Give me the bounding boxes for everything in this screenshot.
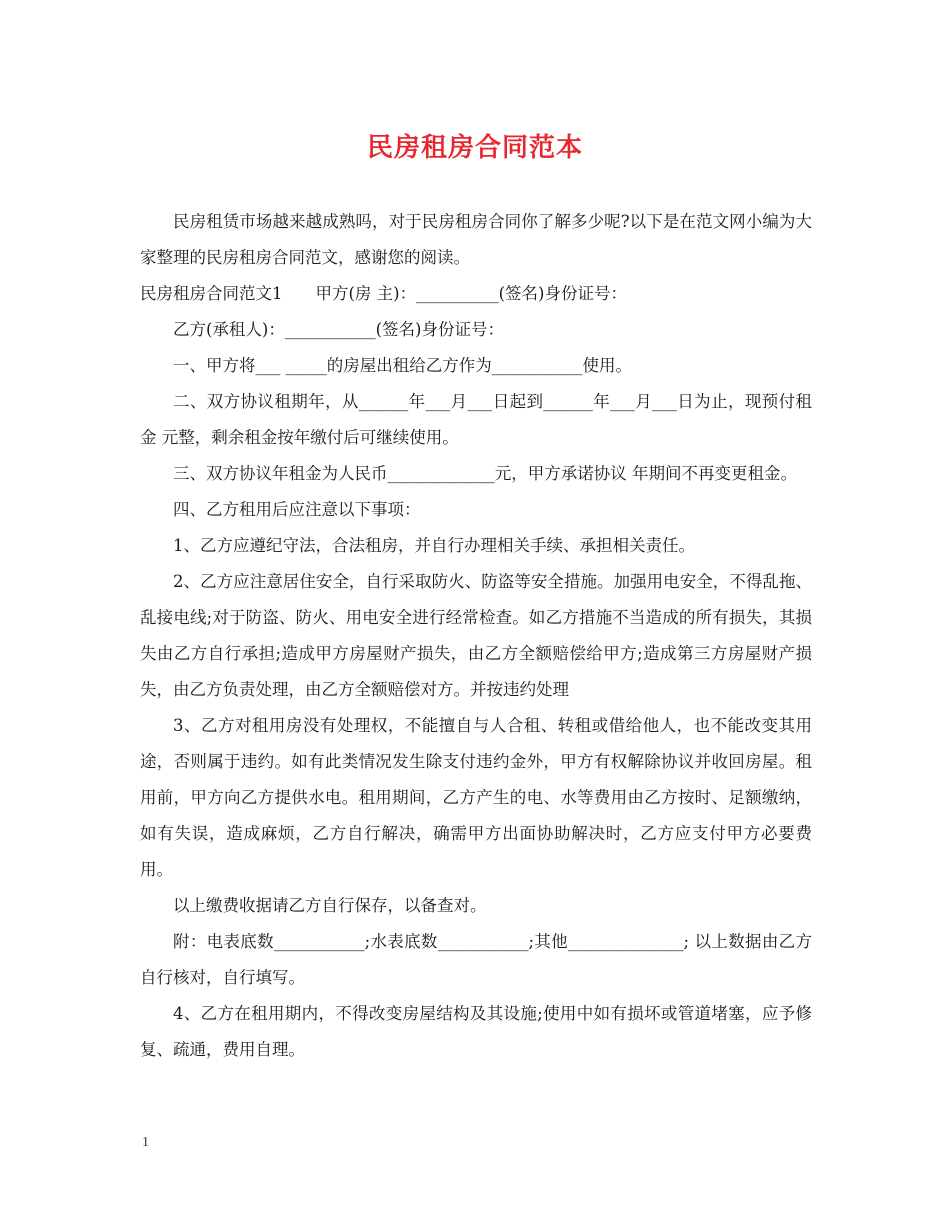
page-number: 1 <box>142 1135 149 1150</box>
paragraph-clause-3: 三、双方协议年租金为人民币_____________元，甲方承诺协议 年期间不再变更租金。 <box>173 464 797 483</box>
paragraph-clause-1: 一、甲方将___ _____的房屋出租给乙方作为___________使用。 <box>173 356 632 375</box>
document-body <box>140 204 812 1068</box>
paragraph-item-3: 3、乙方对租用房没有处理权，不能擅自与人合租、转租或借给他人，也不能改变其用途，否则属于违约。如有此类情况发生除支付违约金外，甲方有权解除协议并收回房屋。租用前，甲方向乙方提供水电。租用期间，乙方产生的电、水等费用由乙方按时、足额缴纳，如有失误，造成麻烦，乙方自行解决，确需甲方出面协助解决时，乙方应支付甲方必要费用。 <box>140 716 812 879</box>
paragraph-clause-4: 四、乙方租用后应注意以下事项： <box>173 500 421 519</box>
paragraph-item-4: 4、乙方在租用期内，不得改变房屋结构及其设施;使用中如有损坏或管道堵塞，应予修复、疏通，费用自理。 <box>140 1004 812 1059</box>
paragraph-receipt-note: 以上缴费收据请乙方自行保存，以备查对。 <box>173 896 487 915</box>
paragraph-intro: 民房租赁市场越来越成熟吗，对于民房租房合同你了解多少呢?以下是在范文网小编为大家整理的民房租房合同范文，感谢您的阅读。 <box>140 212 812 267</box>
paragraph-clause-2: 二、双方协议租期年，从______年___月___日起到______年___月___日为止，现预付租金 元整，剩余租金按年缴付后可继续使用。 <box>140 392 812 447</box>
paragraph-party-b: 乙方(承租人)：___________(签名)身份证号： <box>173 320 504 339</box>
paragraph-item-1: 1、乙方应遵纪守法，合法租房，并自行办理相关手续、承担相关责任。 <box>173 536 695 555</box>
paragraph-item-2: 2、乙方应注意居住安全，自行采取防火、防盗等安全措施。加强用电安全，不得乱拖、乱接电线;对于防盗、防火、用电安全进行经常检查。如乙方措施不当造成的所有损失，其损失由乙方自行承担;造成甲方房屋财产损失，由乙方全额赔偿给甲方;造成第三方房屋财产损失，由乙方负责处理，由乙方全额赔偿对方。并按违约处理 <box>140 572 812 699</box>
document-title: 民房租房合同范本 <box>366 133 583 163</box>
paragraph-party-a: 民房租房合同范文1 甲方(房 主)：__________(签名)身份证号： <box>140 284 627 303</box>
paragraph-meter-readings: 附：电表底数___________;水表底数___________;其他______________; 以上数据由乙方自行核对，自行填写。 <box>140 932 812 987</box>
